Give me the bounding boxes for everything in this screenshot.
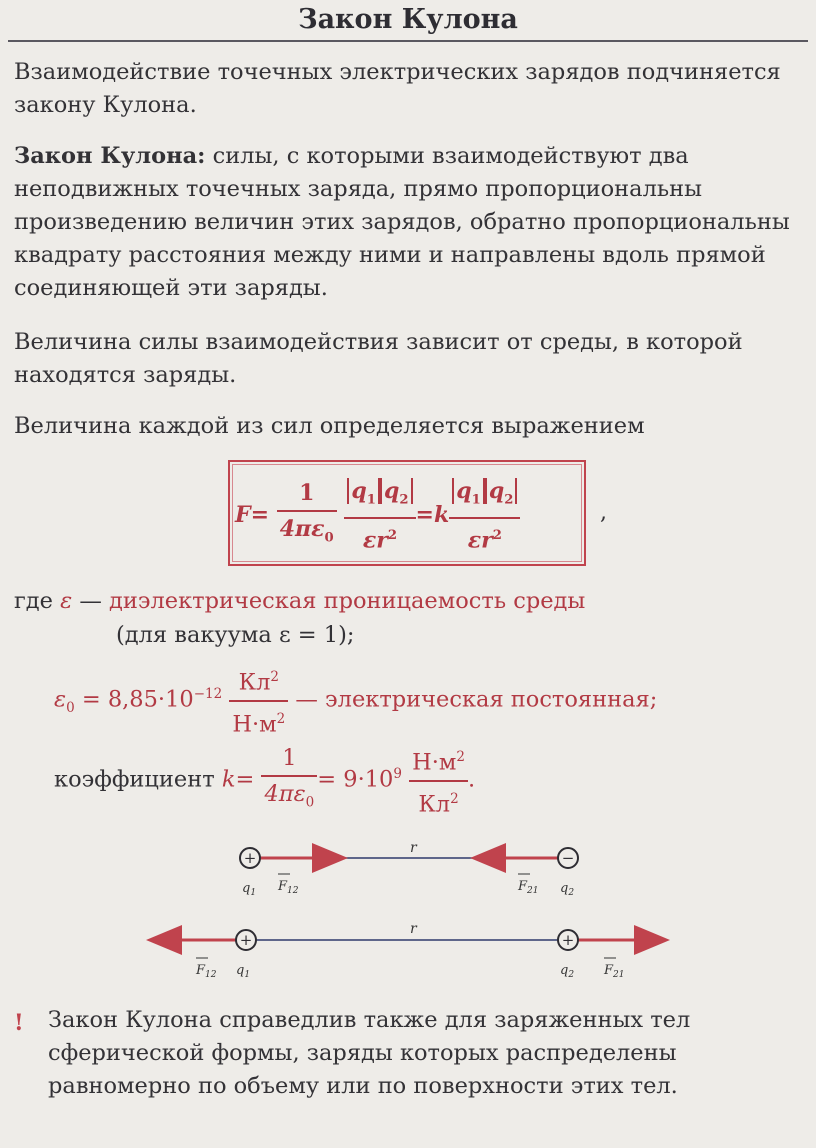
label-q1-row2	[236, 963, 250, 980]
svg-text:q1: $q_1$	[242, 881, 257, 898]
title-rule	[8, 40, 808, 42]
coulomb-formula: F= $\frac{1}{4\pi\varepsilon_0}$ $\frac{q_1 q_2}{\varepsilon r^2}$ =k $\frac{q_1 q_2}{\varepsilon r^2}$	[235, 474, 520, 558]
svg-text:q1: $q_1$	[236, 963, 251, 980]
svg-text:+: +	[561, 931, 575, 949]
svg-text:q2: $q_2$	[560, 963, 575, 980]
svg-text:+: +	[243, 849, 257, 867]
svg-text:F12: $F_{12}$	[278, 879, 299, 896]
distance-label-2: r	[410, 921, 417, 937]
intro-paragraph: Взаимодействие точечных электрических зарядов подчиняется закону Кулона.	[14, 59, 781, 118]
vacuum-line: (для вакуума ε = 1);	[116, 622, 355, 648]
fraction-const: $\frac{1}{4\pi\varepsilon_0}$	[277, 476, 337, 555]
law-label: Закон Кулона:	[14, 143, 206, 169]
fraction-charges-k: $\frac{q_1 q_2}{\varepsilon r^2}$	[449, 474, 520, 558]
charge-diagram	[0, 830, 816, 990]
fraction-charges: $\frac{q_1 q_2}{\varepsilon r^2}$	[344, 474, 415, 558]
law-paragraph	[14, 140, 800, 305]
svg-text:+: +	[239, 931, 253, 949]
coefficient-line: коэффициент k= $\frac{1}{4\pi\varepsilon_0}$ = $9\cdot 10^9$ $\frac{Н\cdot м^2}{Кл^2}$ .	[54, 740, 475, 821]
note-mark: !	[14, 1010, 24, 1036]
label-q1-row1	[242, 881, 256, 898]
expression-intro: Величина каждой из сил определяется выражением	[14, 413, 645, 439]
label-q2-row2	[560, 963, 574, 980]
label-q2-row1	[560, 881, 574, 898]
label-f21-row1	[517, 874, 538, 896]
label-f21-row2	[603, 958, 624, 980]
label-f12-row1	[277, 874, 299, 896]
svg-text:F12: $F_{12}$	[196, 963, 217, 980]
svg-text:F21: $F_{21}$	[518, 879, 539, 896]
formula-comma: ,	[600, 500, 607, 525]
eps0-line: $\varepsilon_0 = 8,85\cdot 10^{-12}$ $\frac{Кл^2}{Н\cdot м^2}$ — электрическая постоянная;	[54, 660, 657, 741]
page-title: Закон Кулона	[298, 4, 518, 35]
medium-paragraph: Величина силы взаимодействия зависит от среды, в которой находятся заряды.	[14, 329, 743, 388]
distance-label-1: r	[410, 840, 417, 856]
note-paragraph: Закон Кулона справедлив также для заряженных тел сферической формы, заряды которых распределены равномерно по объему или по поверхности этих тел.	[48, 1007, 691, 1099]
svg-text:−: −	[561, 849, 575, 867]
svg-text:F21: $F_{21}$	[604, 963, 625, 980]
law-text: силы, с которыми взаимодействуют два неподвижных точечных заряда, прямо пропорциональны произведению величин этих зарядов, обратно пропорциональны квадрату расстояния между ними и направлены вдоль прямой соединяющей эти заряды.	[14, 143, 790, 301]
where-line: где ε — диэлектрическая проницаемость среды	[14, 588, 586, 614]
label-f12-row2	[195, 958, 217, 980]
svg-text:q2: $q_2$	[560, 881, 575, 898]
